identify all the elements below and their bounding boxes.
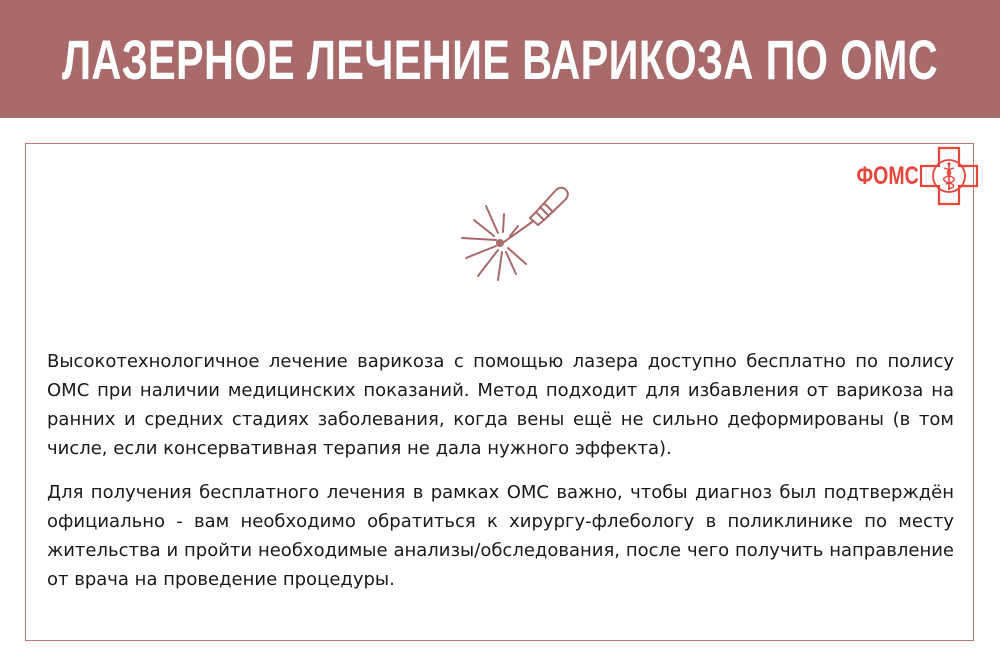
paragraph-laser-treatment: Высокотехнологичное лечение варикоза с помощью лазера доступно бесплатно по полису ОМС при наличии медицинских показаний. Метод подходит для избавления от варикоза на ранних и средних стадиях заболевания, когда вены ещё не сильно деформированы (в том числе, если консервативная терапия не дала нужного эффекта). xyxy=(47,351,954,459)
paragraph-how-to-get: Для получения бесплатного лечения в рамках ОМС важно, чтобы диагноз был подтверждён официально - вам необходимо обратиться к хирургу-флебологу в поликлинике по месту жительства и пройти необходимые анализы/обследования, после чего получить направление от врача на проведение процедуры. xyxy=(47,482,954,590)
foms-logo-text: ФОМС xyxy=(856,161,919,190)
medical-cross-caduceus-icon xyxy=(917,144,981,208)
laser-beam-icon xyxy=(452,180,576,284)
foms-logo xyxy=(839,144,981,208)
page-title: ЛАЗЕРНОЕ ЛЕЧЕНИЕ ВАРИКОЗА ПО ОМС xyxy=(61,27,939,91)
